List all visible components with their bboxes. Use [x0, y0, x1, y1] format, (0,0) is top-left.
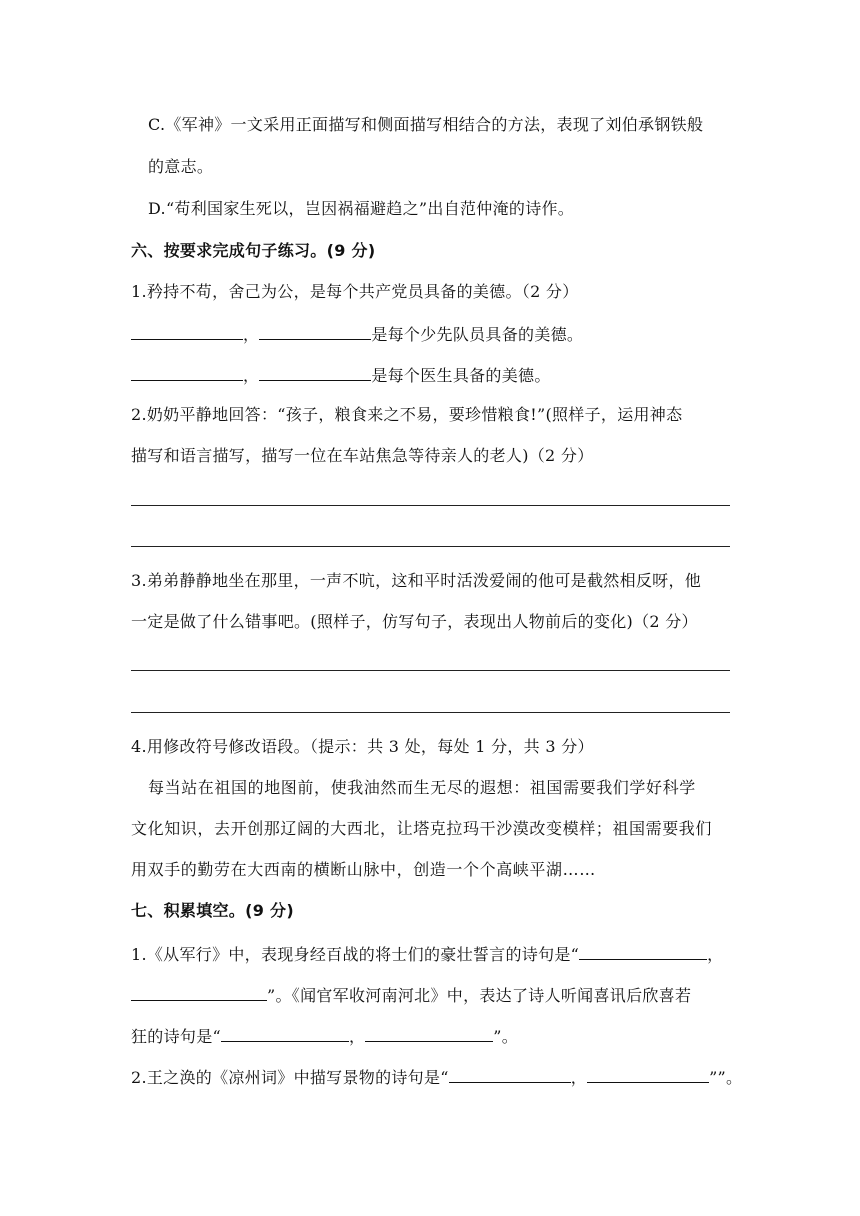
- answer-line[interactable]: [131, 505, 730, 506]
- q4-passage-line2: 文化知识，去开创那辽阔的大西北，让塔克拉玛干沙漠改变模样；祖国需要我们: [131, 819, 713, 838]
- option-c-line2: 的意志。: [148, 157, 214, 176]
- q2-line1: 2.奶奶平静地回答：“孩子，粮食来之不易，要珍惜粮食!”(照样子，运用神态: [131, 405, 683, 424]
- q4-prompt: 4.用修改符号修改语段。（提示：共 3 处，每处 1 分，共 3 分）: [131, 737, 594, 756]
- separator: ，: [348, 1027, 366, 1046]
- s7q1-line3-head: 狂的诗句是“: [131, 1027, 221, 1046]
- s7q1-line2-tail: ”。《闻官军收河南河北》中，表达了诗人听闻喜讯后欣喜若: [267, 986, 692, 1005]
- answer-blank[interactable]: [365, 1024, 493, 1042]
- option-d: D.“苟利国家生死以，岂因祸福避趋之”出自范仲淹的诗作。: [148, 199, 575, 218]
- section6-title: 六、按要求完成句子练习。(9 分): [131, 241, 376, 260]
- fill-tail: 是每个少先队员具备的美德。: [371, 325, 584, 344]
- q1-fill-line1: [131, 322, 731, 346]
- answer-blank[interactable]: [579, 942, 707, 960]
- answer-blank[interactable]: [221, 1024, 349, 1042]
- s7q1-line3-tail: ”。: [493, 1027, 519, 1046]
- separator: ，: [570, 1068, 588, 1087]
- answer-blank[interactable]: [131, 363, 243, 381]
- s7q1-line2: [131, 983, 731, 1007]
- answer-line[interactable]: [131, 670, 730, 671]
- s7q1-head: 1.《从军行》中，表现身经百战的将士们的豪壮誓言的诗句是“: [131, 945, 580, 964]
- s7q1-line3: [131, 1024, 731, 1048]
- answer-blank[interactable]: [259, 322, 371, 340]
- q3-line2: 一定是做了什么错事吧。(照样子，仿写句子，表现出人物前后的变化)（2 分）: [131, 612, 698, 631]
- separator: ，: [243, 366, 260, 385]
- s7q1-line1: [131, 942, 731, 966]
- answer-blank[interactable]: [131, 983, 267, 1001]
- separator: ，: [707, 945, 724, 964]
- option-c-line1: C.《军神》一文采用正面描写和侧面描写相结合的方法，表现了刘伯承钢铁般: [148, 115, 704, 134]
- answer-blank[interactable]: [587, 1065, 709, 1083]
- answer-line[interactable]: [131, 546, 730, 547]
- q1-prompt: 1.矜持不苟，舍己为公，是每个共产党员具备的美德。（2 分）: [131, 282, 579, 301]
- s7q2-head: 2.王之涣的《凉州词》中描写景物的诗句是“: [131, 1068, 449, 1087]
- answer-blank[interactable]: [259, 363, 371, 381]
- q1-fill-line2: [131, 363, 731, 387]
- answer-line[interactable]: [131, 712, 730, 713]
- q3-line1: 3.弟弟静静地坐在那里，一声不吭，这和平时活泼爱闹的他可是截然相反呀，他: [131, 571, 702, 590]
- s7q2-line: [131, 1065, 743, 1089]
- q4-passage-line1: 每当站在祖国的地图前，使我油然而生无尽的遐想：祖国需要我们学好科学: [148, 778, 696, 797]
- answer-blank[interactable]: [449, 1065, 571, 1083]
- fill-tail: 是每个医生具备的美德。: [371, 366, 551, 385]
- answer-blank[interactable]: [131, 322, 243, 340]
- separator: ，: [243, 325, 260, 344]
- q4-passage-line3: 用双手的勤劳在大西南的横断山脉中，创造一个个高峡平湖……: [131, 860, 596, 879]
- q2-line2: 描写和语言描写，描写一位在车站焦急等待亲人的老人)（2 分）: [131, 446, 594, 465]
- s7q2-tail: ””。: [709, 1068, 743, 1087]
- section7-title: 七、积累填空。(9 分): [131, 901, 294, 920]
